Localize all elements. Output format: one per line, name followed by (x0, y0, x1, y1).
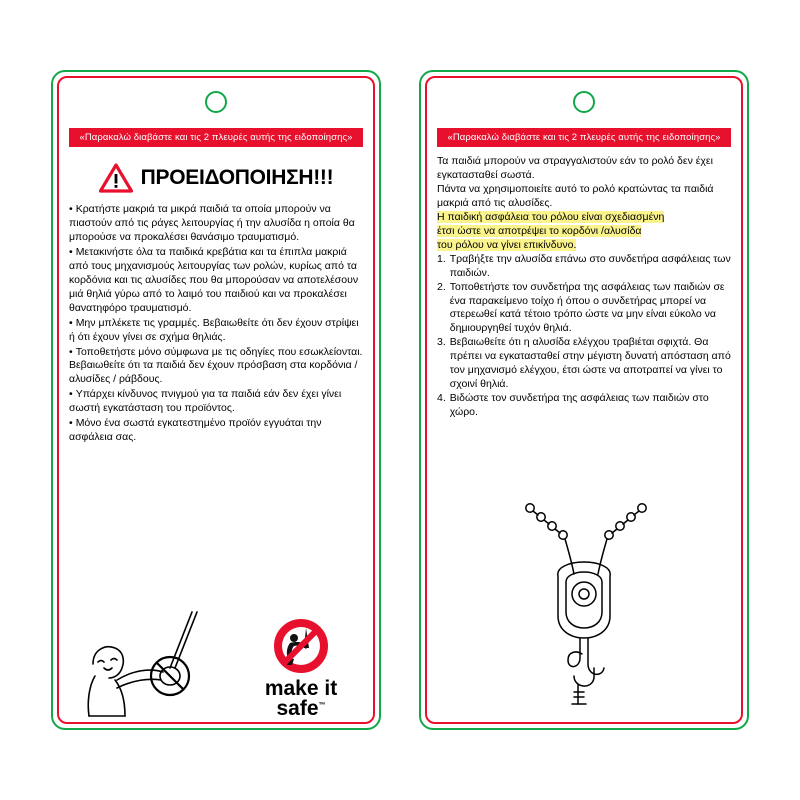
left-bullet-list (69, 203, 363, 445)
step-number: 3. (437, 336, 446, 349)
left-hang-hole-area (69, 76, 363, 128)
intro-paragraph: Πάντα να χρησιμοποιείτε αυτό το ρολό κρατώντας τα παιδιά μακριά από τις αλυσίδες. (437, 182, 714, 209)
list-item: • Κρατήστε μακριά τα μικρά παιδιά τα οποία μπορούν να πιαστούν από τις ράγες λειτουργίας ή την αλυσίδα η οποία θα μπορούσε να προκαλέσει θανάσιμο τραυματισμό. (69, 203, 363, 245)
chain-safety-clip-diagram (494, 498, 674, 718)
list-item: • Τοποθετήστε μόνο σύμφωνα με τις οδηγίες που εσωκλείονται. Βεβαιωθείτε ότι τα παιδιά δεν έχουν πρόσβαση στα κορδόνια / αλυσίδες / ράβδους. (69, 346, 363, 388)
hang-hole-icon (205, 91, 227, 113)
left-figures-row (69, 604, 363, 724)
warning-triangle-icon (99, 163, 133, 193)
list-item: • Μόνο ένα σωστά εγκατεστημένο προϊόν εγγυάται την ασφάλεια σας. (69, 417, 363, 445)
step-number: 2. (437, 280, 446, 293)
step-text: Τραβήξτε την αλυσίδα επάνω στο συνδετήρα ασφάλειας των παιδιών. (449, 252, 731, 279)
step-number: 1. (437, 252, 446, 265)
list-item: • Μετακινήστε όλα τα παιδικά κρεβάτια και τα έπιπλα μακριά από τους μηχανισμούς λειτουργίας των ρολών, κυρίως από τα κορδόνια και τις αλυσίδες που θα μπορούσαν να αποτελέσουν μιά θηλιά γύρω από το λαιμό του παιδιού και να προκαλέσει θανατηφόρο τραυματισμό. (69, 246, 363, 316)
right-warning-tag (419, 70, 749, 730)
left-warning-tag (51, 70, 381, 730)
page-title: ΠΡΟΕΙΔΟΠΟΙΗΣΗ!!! (140, 166, 334, 189)
list-item (437, 336, 731, 392)
step-number: 4. (437, 392, 446, 405)
highlighted-line: έτσι ώστε να αποτρέψει το κορδόνι /αλυσίδα (437, 224, 642, 237)
list-item (437, 281, 731, 337)
left-banner-text: «Παρακαλώ διαβάστε και τις 2 πλευρές αυτής της ειδοποίησης» (69, 128, 363, 147)
step-text: Τοποθετήστε τον συνδετήρα της ασφάλειας των παιδιών σε ένα παρακείμενο τοίχο ή όπου ο συνδετήρας μπορεί να στερεωθεί κατά τέτοιο τρόπο ώστε να μην είναι εύκολο να δημιουργηθεί τυχόν θηλιά. (449, 280, 725, 335)
list-item: • Μην μπλέκετε τις γραμμές. Βεβαιωθείτε ότι δεν έχουν στρίψει ή ότι έχουν γίνει σε σχήμα θηλιάς. (69, 317, 363, 345)
make-it-safe-logo (241, 618, 361, 720)
logo-line-1: make it (264, 676, 338, 700)
list-item (437, 253, 731, 281)
hang-hole-icon (573, 91, 595, 113)
highlighted-line: του ρόλου να γίνει επικίνδυνο. (437, 238, 577, 251)
intro-paragraph: Τα παιδιά μπορούν να στραγγαλιστούν εάν το ρολό δεν έχει εγκατασταθεί σωστά. (437, 155, 713, 181)
list-item (437, 392, 731, 420)
child-with-cord-warning-figure (71, 610, 221, 720)
step-text: Βιδώστε τον συνδετήρα της ασφάλειας των παιδιών στο χώρο. (449, 392, 709, 419)
right-hang-hole-area (437, 76, 731, 128)
step-text: Βεβαιωθείτε ότι η αλυσίδα ελέγχου τραβιέται σφιχτά. Θα πρέπει να εγκατασταθεί στην μέγιστη δυνατή απόσταση από τον μηχανισμό ελέγχου, έτσι ώστε να αποτραπεί να γίνει το σχοινί θηλιά. (449, 336, 731, 391)
trademark-symbol: ™ (318, 702, 326, 710)
no-child-cord-prohibition-icon (273, 661, 329, 678)
right-banner-text: «Παρακαλώ διαβάστε και τις 2 πλευρές αυτής της ειδοποίησης» (437, 128, 731, 147)
logo-line-2: safe (276, 697, 319, 721)
highlighted-line: Η παιδική ασφάλεια του ρόλου είναι σχεδιασμένη (437, 210, 665, 223)
right-instructions (437, 155, 731, 420)
list-item: • Υπάρχει κίνδυνος πνιγμού για τα παιδιά εάν δεν έχει γίνει σωστή εγκατάσταση του προϊόντος. (69, 388, 363, 416)
warning-heading (69, 163, 363, 193)
right-figure-area (437, 498, 731, 724)
